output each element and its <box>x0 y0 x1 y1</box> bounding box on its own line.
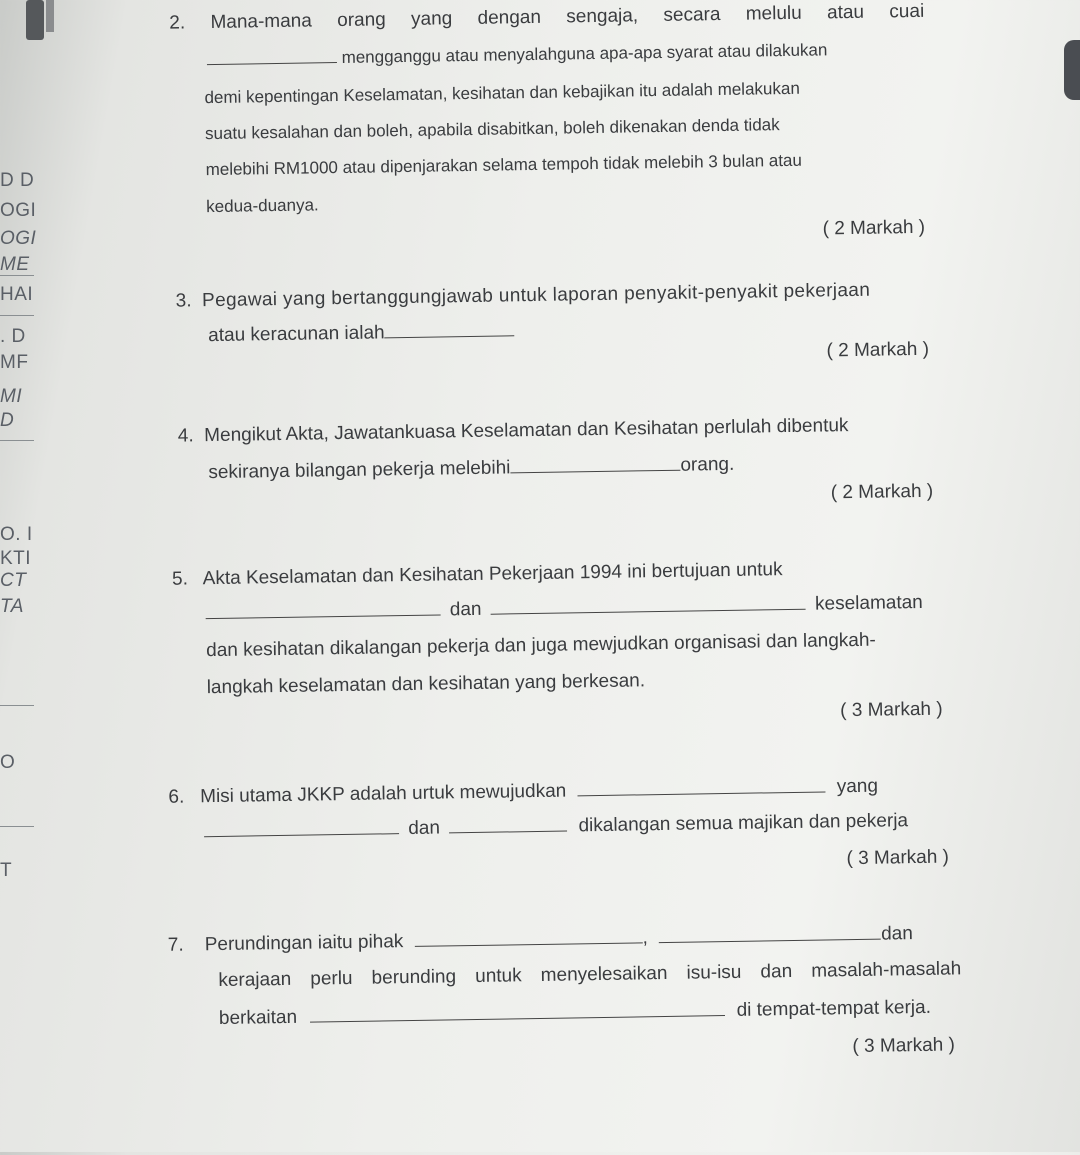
answer-blank[interactable] <box>577 777 825 796</box>
answer-blank[interactable] <box>510 456 680 474</box>
word: orang <box>337 9 386 32</box>
question-2-line-3: demi kepentingan Keselamatan, kesihatan dan kebajikan itu adalah melakukan <box>204 78 800 108</box>
question-6-line-1: 6. Misi utama JKKP adalah urtuk mewujudkan yang <box>168 775 879 808</box>
answer-blank[interactable] <box>449 817 567 834</box>
question-5-line-1: 5. Akta Keselamatan dan Kesihatan Pekerjaan 1994 ini bertujuan untuk <box>171 559 783 590</box>
answer-blank[interactable] <box>491 595 806 615</box>
margin-fragment: KTI <box>0 548 32 569</box>
question-7-line-1: 7. Perundingan iaitu pihak , dan <box>167 923 913 956</box>
answer-blank[interactable] <box>384 321 514 338</box>
margin-fragment: T <box>0 860 13 881</box>
margin-fragment: OGI <box>0 200 37 221</box>
word: atau <box>826 1 865 24</box>
margin-fragment: OGI <box>0 228 37 249</box>
answer-blank[interactable] <box>205 600 440 619</box>
question-2-line-5: melebihi RM1000 atau dipenjarakan selama tempoh tidak melebih 3 bulan atau <box>205 150 803 180</box>
answer-blank[interactable] <box>204 819 399 837</box>
margin-fragment: ME <box>0 254 30 275</box>
question-number: 2. <box>169 12 186 34</box>
margin-fragment: D <box>0 410 15 431</box>
margin-fragment: CT <box>0 570 27 591</box>
question-5-line-4: langkah keselamatan dan kesihatan yang berkesan. <box>206 670 646 699</box>
margin-fragment: D D <box>0 170 35 191</box>
word: secara <box>663 4 721 26</box>
question-5-line-2: dan keselamatan <box>205 592 923 625</box>
question-number: 7. <box>167 934 184 956</box>
question-3-line-2: atau keracunan ialah <box>208 320 515 347</box>
word: yang <box>410 8 453 30</box>
question-7-line-3: berkaitan di tempat-tempat kerja. <box>218 996 932 1030</box>
marks-label: ( 3 Markah ) <box>840 698 943 722</box>
question-number: 3. <box>175 290 192 312</box>
question-number: 6. <box>168 786 185 808</box>
question-3-line-1: 3. Pegawai yang bertanggungjawab untuk laporan penyakit-penyakit pekerjaan <box>175 279 871 312</box>
marks-label: ( 3 Markah ) <box>852 1034 956 1058</box>
word: cuai <box>889 0 925 23</box>
margin-fragment: MF <box>0 352 29 373</box>
question-number: 4. <box>177 425 194 447</box>
word: Mana-mana <box>210 10 313 34</box>
question-5-line-3: dan kesihatan dikalangan pekerja dan juga mewjudkan organisasi dan langkah- <box>206 629 876 662</box>
margin-fragment: O <box>0 752 16 773</box>
margin-fragment: TA <box>0 596 24 617</box>
word: kerajaan <box>218 968 292 992</box>
question-7-line-2 <box>218 958 961 992</box>
word: berunding <box>371 966 457 989</box>
word: menyelesaikan <box>540 962 668 986</box>
margin-fragment: . D <box>0 326 26 347</box>
word: isu-isu <box>686 961 742 984</box>
question-2-line-1 <box>169 1 924 35</box>
word: dengan <box>477 6 542 29</box>
question-4-line-1: 4. Mengikut Akta, Jawatankuasa Keselamatan dan Kesihatan perlulah dibentuk <box>177 415 849 447</box>
margin-fragment: O. I <box>0 524 33 545</box>
marks-label: ( 2 Markah ) <box>826 338 930 362</box>
marks-label: ( 2 Markah ) <box>822 216 926 240</box>
question-2-line-4: suatu kesalahan dan boleh, apabila disabitkan, boleh dikenakan denda tidak <box>204 115 780 144</box>
word: untuk <box>475 965 522 987</box>
answer-blank[interactable] <box>414 928 642 947</box>
word: melulu <box>745 2 802 25</box>
question-4-line-2: sekiranya bilangan pekerja melebihi orang. <box>208 453 735 484</box>
question-2-line-2: mengganggu atau menyalahguna apa-apa syarat atau dilakukan <box>207 40 828 70</box>
word: dan <box>760 960 793 983</box>
question-2-line-6: kedua-duanya. <box>206 195 319 217</box>
marks-label: ( 2 Markah ) <box>830 480 934 504</box>
answer-blank[interactable] <box>659 925 881 943</box>
margin-fragment: HAI <box>0 284 34 305</box>
word: perlu <box>310 967 353 990</box>
word: masalah-masalah <box>811 958 962 982</box>
margin-fragment: MI <box>0 386 23 407</box>
word: sengaja, <box>566 5 639 28</box>
marks-label: ( 3 Markah ) <box>846 846 950 870</box>
question-6-line-2: dan dikalangan semua majikan dan pekerja <box>204 810 908 843</box>
answer-blank[interactable] <box>207 48 337 65</box>
answer-blank[interactable] <box>310 1001 725 1023</box>
question-number: 5. <box>171 568 189 590</box>
